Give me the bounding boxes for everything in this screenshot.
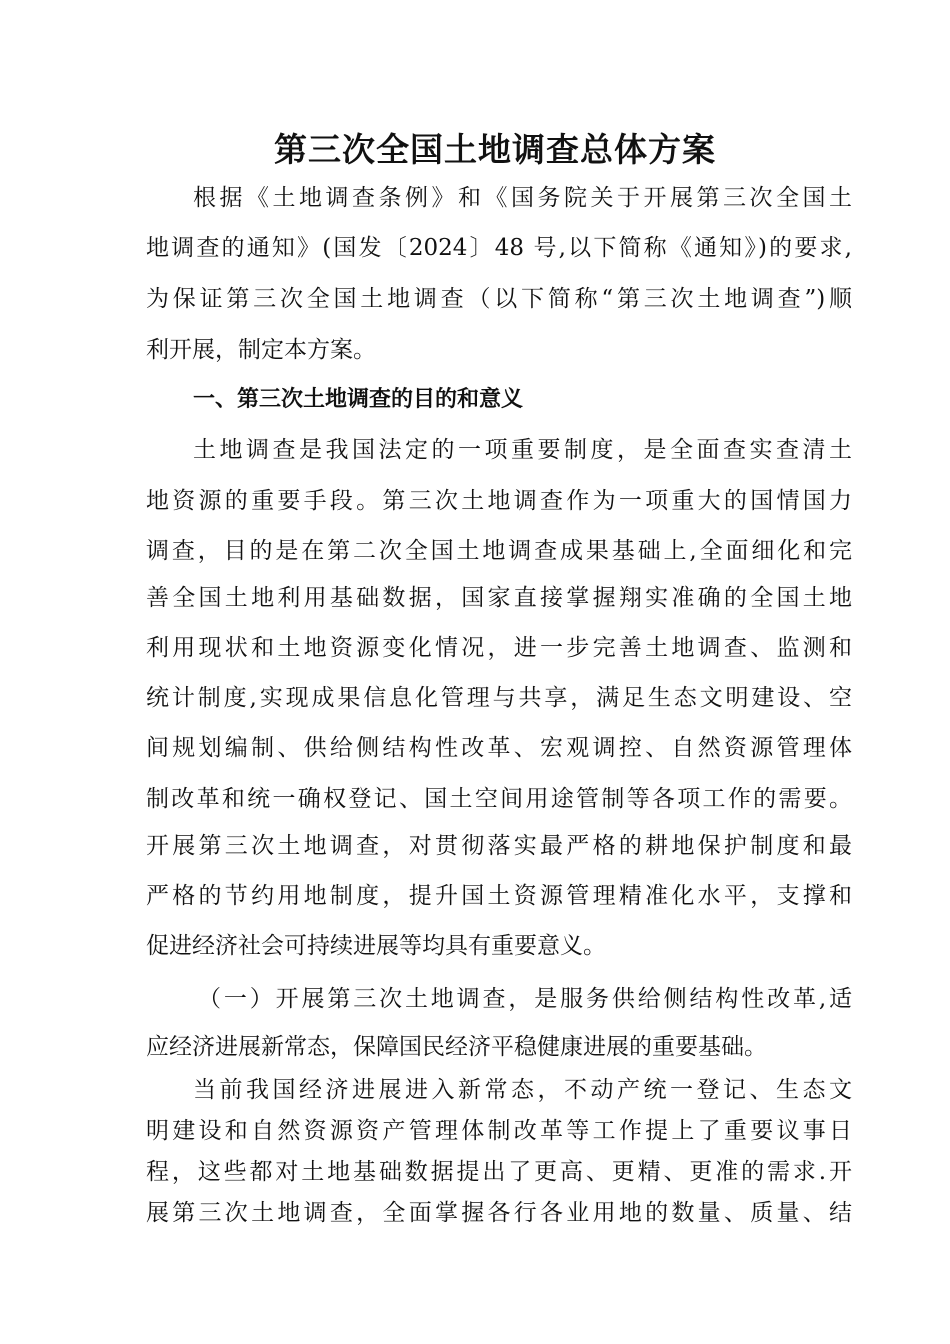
body-line: 开展第三次土地调查，对贯彻落实最严格的耕地保护制度和最 bbox=[146, 833, 852, 859]
body-line: 严格的节约用地制度，提升国土资源管理精准化水平，支撑和 bbox=[146, 883, 852, 909]
body-line: 明建设和自然资源资产管理体制改革等工作提上了重要议事日 bbox=[146, 1118, 852, 1144]
body-line: 程，这些都对土地基础数据提出了更高、更精、更准的需求.开 bbox=[146, 1159, 852, 1185]
subsection-heading-line: （一）开展第三次土地调查，是服务供给侧结构性改革,适 bbox=[198, 986, 852, 1012]
subsection-heading-line: 应经济进展新常态，保障国民经济平稳健康进展的重要基础。 bbox=[146, 1034, 767, 1060]
section-heading: 一、第三次土地调查的目的和意义 bbox=[193, 387, 524, 412]
body-line: 善全国土地利用基础数据，国家直接掌握翔实准确的全国土地 bbox=[146, 585, 852, 611]
intro-line: 根据《土地调查条例》和《国务院关于开展第三次全国土 bbox=[193, 185, 852, 211]
intro-line: 为保证第三次全国土地调查（以下简称“第三次土地调查”)顺 bbox=[146, 286, 852, 312]
body-line: 间规划编制、供给侧结构性改革、宏观调控、自然资源管理体 bbox=[146, 735, 852, 761]
intro-line: 地调查的通知》(国发〔2024〕48 号,以下简称《通知》)的要求, bbox=[146, 235, 852, 261]
body-line: 促进经济社会可持续进展等均具有重要意义。 bbox=[146, 933, 606, 959]
body-line: 土地调查是我国法定的一项重要制度，是全面查实查清土 bbox=[193, 437, 852, 463]
intro-line: 利开展，制定本方案。 bbox=[146, 337, 376, 363]
document-title: 第三次全国土地调查总体方案 bbox=[274, 130, 716, 169]
body-line: 利用现状和土地资源变化情况，进一步完善土地调查、监测和 bbox=[146, 635, 852, 661]
body-line: 展第三次土地调查，全面掌握各行各业用地的数量、质量、结 bbox=[146, 1200, 852, 1226]
body-line: 制改革和统一确权登记、国土空间用途管制等各项工作的需要。 bbox=[146, 786, 852, 812]
body-line: 统计制度,实现成果信息化管理与共享，满足生态文明建设、空 bbox=[146, 685, 852, 711]
body-line: 地资源的重要手段。第三次土地调查作为一项重大的国情国力 bbox=[146, 488, 852, 514]
body-line: 调查，目的是在第二次全国土地调查成果基础上,全面细化和完 bbox=[146, 538, 852, 564]
body-line: 当前我国经济进展进入新常态，不动产统一登记、生态文 bbox=[193, 1077, 852, 1103]
